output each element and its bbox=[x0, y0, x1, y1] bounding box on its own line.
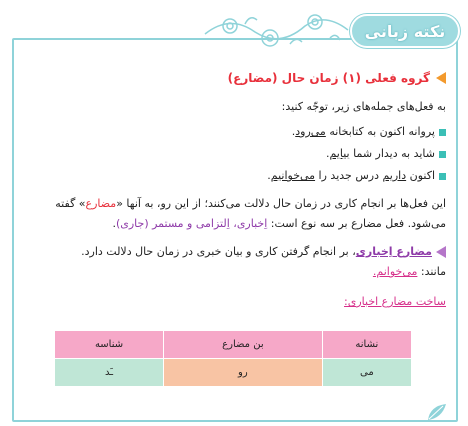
triangle-icon bbox=[436, 246, 446, 258]
table-cell: می bbox=[322, 359, 411, 387]
table-cell: ـَد bbox=[55, 359, 164, 387]
table-row bbox=[55, 359, 412, 387]
floral-ornament-icon bbox=[200, 4, 350, 56]
section-heading-text: گروه فعلی (۱) زمان حال (مضارع) bbox=[227, 71, 430, 85]
square-bullet-icon bbox=[439, 151, 446, 158]
example-item: شاید به دیدار شما بیایم. bbox=[326, 146, 446, 162]
section-heading bbox=[228, 70, 446, 86]
definition: مضارع اِخباری، بر انجام گرفتن کاری و بیان خبری در زمان حال دلالت دارد. bbox=[81, 244, 446, 260]
paragraph-line-1: این فعل‌ها بر انجام کاری در زمان حال دلالت می‌کنند؛ از این رو، به آنها «مضارع» گفته bbox=[55, 197, 446, 210]
table-header-cell: بن مضارع bbox=[164, 331, 323, 359]
example-item: پروانه اکنون به کتابخانه می‌رود. bbox=[292, 124, 446, 140]
leaf-ornament-icon bbox=[426, 402, 448, 422]
example-item: اکنون داریم درس جدید را می‌خوانیم. bbox=[267, 168, 446, 184]
structure-title: ساخت مضارع اخباری: bbox=[344, 295, 446, 308]
table-cell: رو bbox=[164, 359, 323, 387]
definition-example: مانند: می‌خوانم. bbox=[372, 265, 446, 278]
square-bullet-icon bbox=[439, 129, 446, 136]
structure-table bbox=[54, 330, 412, 387]
title-banner bbox=[200, 4, 466, 56]
table-header-cell: نشانه bbox=[322, 331, 411, 359]
table-header-row bbox=[55, 331, 412, 359]
triangle-icon bbox=[436, 72, 446, 84]
banner-title: نکته زبانی bbox=[350, 14, 460, 48]
paragraph-line-2: می‌شود. فعل مضارع بر سه نوع است: اِخباری، اِلتزامی و مستمر (جاری). bbox=[112, 217, 446, 230]
table-header-cell: شناسه bbox=[55, 331, 164, 359]
square-bullet-icon bbox=[439, 173, 446, 180]
intro-text: به فعل‌های جمله‌های زیر، توجّه کنید: bbox=[281, 100, 446, 113]
